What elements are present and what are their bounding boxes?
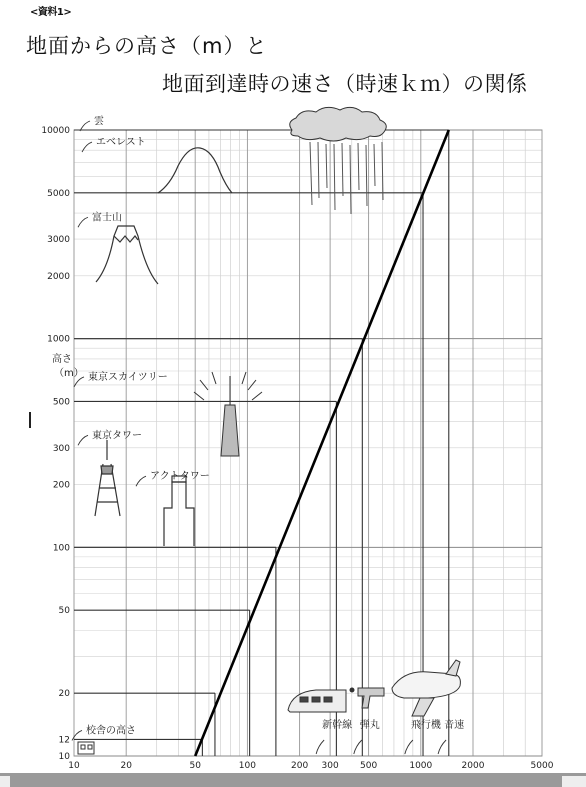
x-tick-label: 2000 [461,761,485,771]
x-tick-label: 1000 [409,761,433,771]
height-annotation-label: 東京タワー [92,430,142,442]
x-tick-label: 200 [291,761,309,771]
airplane-illustration [392,660,460,716]
reference-lines [74,130,449,756]
y-tick-label: 10 [58,752,70,762]
speed-annotations [316,718,464,754]
y-tick-label: 300 [52,443,70,454]
x-tick-label: 10 [68,761,80,771]
y-tick-label: 10000 [41,126,70,136]
speed-annotation-label: 飛行機 [410,720,441,731]
tokyo-tower-illustration [95,440,120,516]
y-tick-label: 5000 [47,188,70,199]
x-tick-label: 20 [120,761,132,771]
height-leader-mark [78,217,88,227]
y-axis-label: 高さ [52,354,72,365]
cloud-illustration [290,107,387,214]
height-annotation-label: 東京スカイツリー [88,371,168,383]
height-leader-mark [78,435,88,445]
act-tower-illustration [164,476,194,546]
bottom-bar-right-tab [562,776,586,787]
school-building-illustration [78,742,94,754]
y-tick-label: 100 [52,543,70,554]
speed-leader-mark [405,740,413,754]
major-grid [74,130,542,756]
gun-illustration [350,688,384,708]
x-tick-label: 100 [238,761,256,771]
window-bottom-bar [0,773,586,787]
speed-annotation-label: 弾丸 [359,720,380,731]
speed-leader-mark [316,740,324,754]
y-axis-label-unit: （m） [54,368,84,379]
speed-leader-mark [438,740,446,754]
y-tick-label: 200 [52,480,70,491]
y-axis-ticks [41,126,70,762]
height-annotations [72,115,210,740]
chart-title-line-1: 地面からの高さ（m）と [26,34,268,58]
y-tick-label: 500 [52,397,70,408]
y-tick-label: 50 [58,606,70,617]
height-annotation-label: エベレスト [96,137,146,149]
height-annotation-label: 校舎の高さ [86,725,136,737]
bottom-bar-left-tab [0,776,10,787]
skytree-illustration [194,372,262,456]
x-tick-label: 300 [321,761,339,771]
speed-leader-mark [354,740,362,754]
plot-frame [74,130,542,756]
x-tick-label: 50 [189,761,201,771]
y-tick-label: 20 [58,689,70,700]
height-annotation-label: 雲 [94,116,104,127]
chart-title-line-2: 地面到達時の速さ（時速ｋｍ）の関係 [162,72,528,96]
mount-fuji-illustration [96,226,158,284]
x-tick-label: 5000 [530,761,554,771]
speed-annotation-label: 音速 [444,720,465,731]
x-tick-label: 500 [360,761,378,771]
speed-annotation-label: 新幹線 [322,720,353,731]
height-annotation-label: 富士山 [92,212,122,224]
y-tick-label: 2000 [47,271,70,282]
height-annotation-label: アクトタワー [150,471,210,483]
x-axis-ticks [68,761,553,771]
y-tick-label: 3000 [47,235,70,246]
height-leader-mark [82,142,92,152]
y-tick-label: 1000 [47,334,70,345]
minor-grid [74,130,542,756]
y-tick-label: 12 [58,735,70,746]
document-tag: <資料1> [30,7,72,18]
